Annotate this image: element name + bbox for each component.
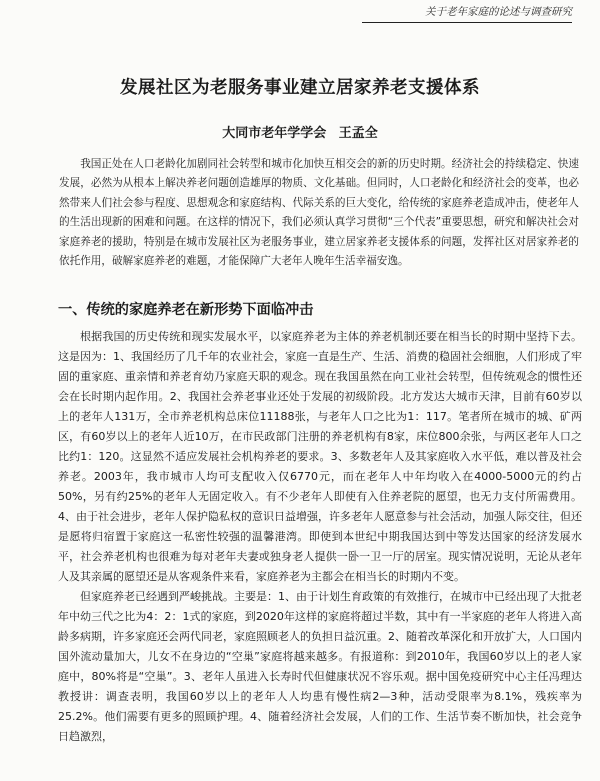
author-organization: 大同市老年学学会 (222, 126, 327, 141)
author-name: 王孟全 (338, 126, 378, 141)
body-paragraph: 根据我国的历史传统和现实发展水平，以家庭养老为主体的养老机制还要在相当长的时期中坚持下去。这是因为：1、我国经历了几千年的农业社会，家庭一直是生产、生活、消费的稳固社会细胞，人们形成了牢固的重家庭、重亲情和养老育幼乃家庭天职的观念。现在我国虽然在向工业社会转型，但传统观念的惯性还会在长时期内起作用。2、我国社会养老事业还处于发展的初级阶段。北方发达大城市天津，目前有60岁以上的老年人131万，全市养老机构总床位11188张，与老年人口之比为1：117。笔者所在城市的城、矿两区，有60岁以上的老年人近10万，在市民政部门注册的养老机构有8家，床位800余张，与两区老年人口之比约1：120。这显然不适应发展社会机构养老的要求。3、多数老年人及其家庭收入水平低，难以普及社会养老。2003年，我市城市人均可支配收入仅6770元，而在老年人中年均收入在4000-5000元的约占50%，另有约25%的老年人无固定收入。有不少老年人即使有入住养老院的愿望，也无力支付所需费用。4、由于社会进步，老年人保护隐私权的意识日益增强，许多老年人愿意参与社会活动，加强人际交往，但还是愿将归宿置于家庭这一私密性较强的温馨港湾。即使到本世纪中期我国达到中等发达国家的经济发展水平，社会养老机构也很难为每对老年夫妻或独身老人提供一卧一卫一厅的居室。现实情况说明，无论从老年人及其亲属的愿望还是从客观条件来看，家庭养老为主都会在相当长的时期内不变。 (58, 330, 582, 583)
section-heading: 一、传统的家庭养老在新形势下面临冲击 (58, 302, 314, 318)
article-title: 发展社区为老服务事业建立居家养老支援体系 (120, 78, 480, 98)
abstract-paragraph: 我国正处在人口老龄化加剧同社会转型和城市化加快互相交会的新的历史时期。经济社会的持续稳定、快速发展，必然为从根本上解决养老问题创造雄厚的物质、文化基础。但同时，人口老龄化和经济社会的变革，也必然带来人们社会参与程度、思想观念和家庭结构、代际关系的巨大变化，给传统的家庭养老造成冲击，使老年人的生活出现新的困难和问题。在这样的情况下，我们必须认真学习贯彻“三个代表”重要思想，研究和解决社会对家庭养老的援助，特别是在城市发展社区为老服务事业，建立居家养老支援体系的问题，发挥社区对居家养老的依托作用，破解家庭养老的难题，才能保障广大老年人晚年生活幸福安逸。 (59, 158, 579, 268)
article-body (58, 327, 582, 747)
body-paragraph: 但家庭养老已经遇到严峻挑战。主要是：1、由于计划生育政策的有效推行，在城市中已经出现了大批老年中幼三代之比为4：2：1式的家庭，到2020年这样的家庭将超过半数，其中有一半家庭的老年人将进入高龄多病期，许多家庭还会两代同老，家庭照顾老人的负担日益沉重。2、随着改革深化和开放扩大，人口国内国外流动量加大，儿女不在身边的“空巢”家庭将越来越多。有报道称：到2010年，我国60岁以上的老人家庭中，80%将是“空巢”。3、老年人虽进入长寿时代但健康状况不容乐观。据中国免疫研究中心主任冯理达教授讲：调查表明，我国60岁以上的老年人人均患有慢性病2—3种，活动受限率为8.1%，残疾率为25.2%。他们需要有更多的照顾护理。4、随着经济社会发展，人们的工作、生活节奏不断加快，社会竞争日趋激烈， (58, 590, 582, 743)
byline (0, 122, 600, 141)
running-header: 关于老年家庭的论述与调查研究 (362, 4, 572, 23)
